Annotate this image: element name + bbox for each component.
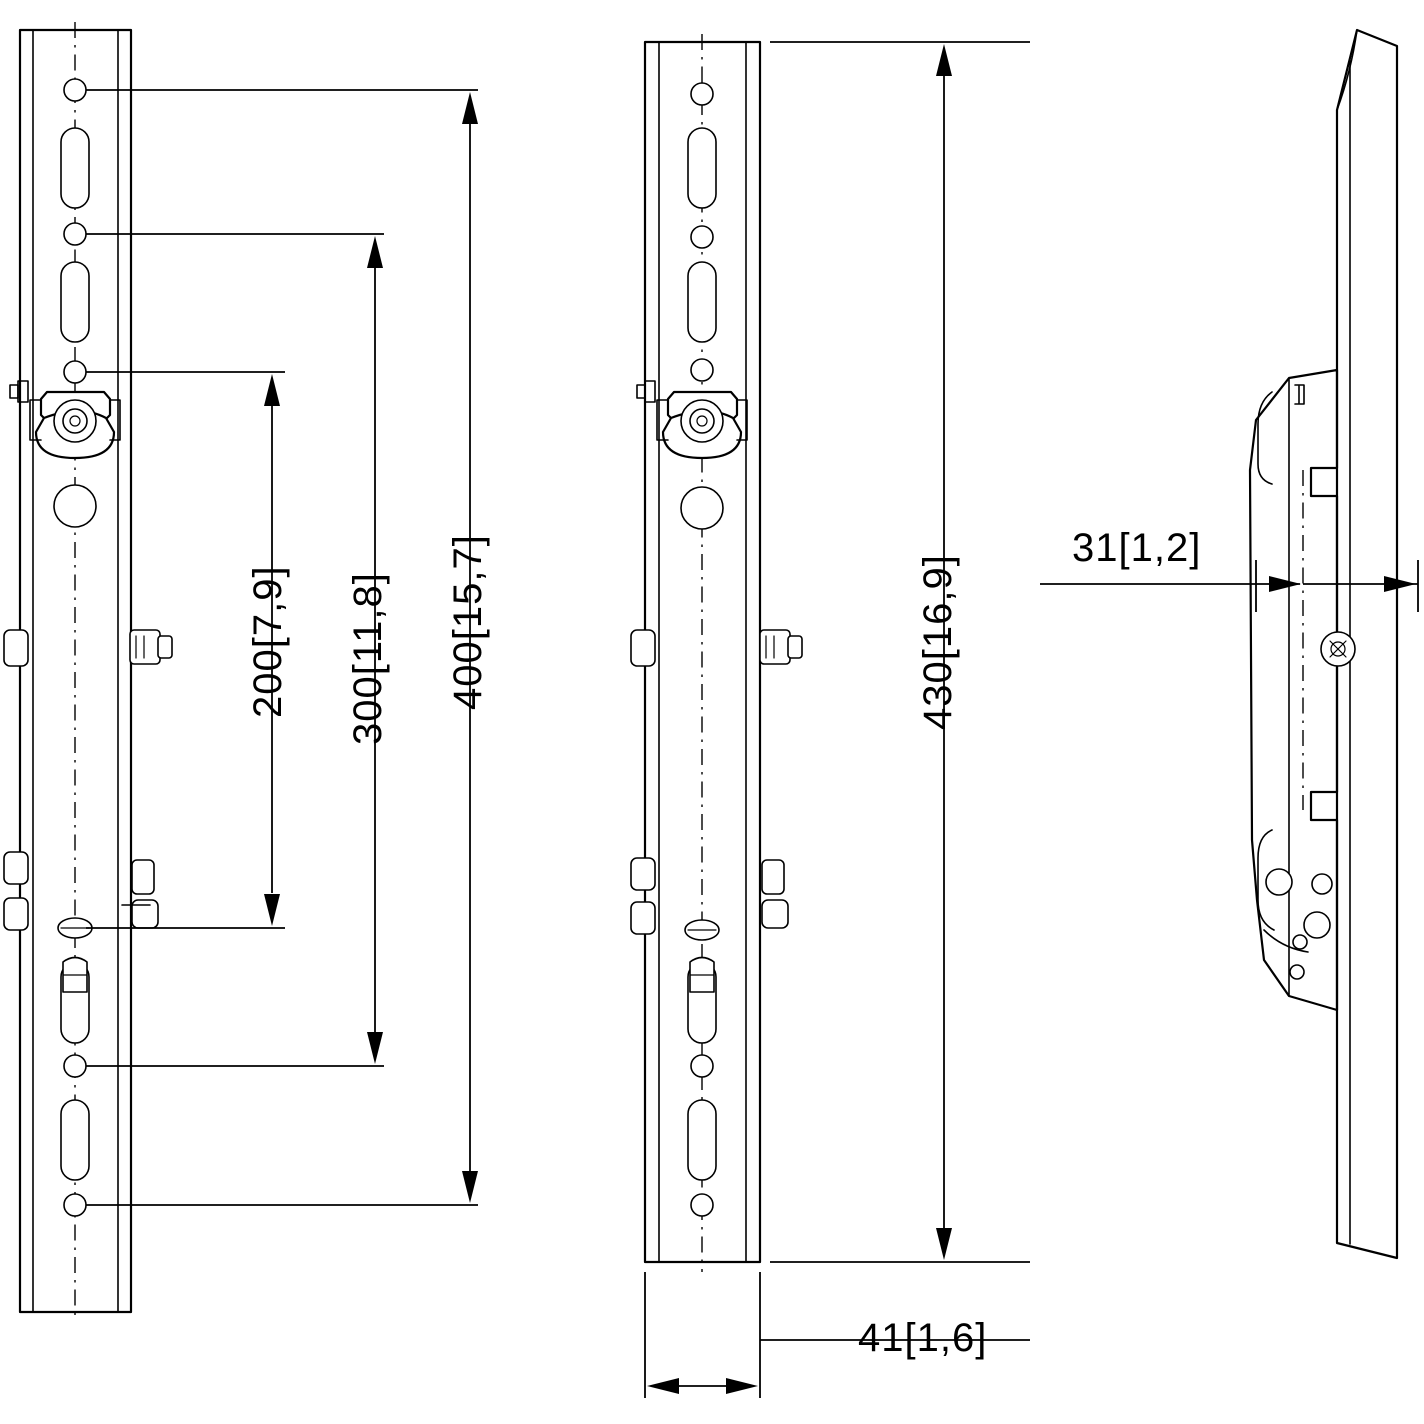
dimension-label-430: 430[16,9] xyxy=(916,554,960,730)
dimension-label-200: 200[7,9] xyxy=(246,565,290,718)
dimension-label-31: 31[1,2] xyxy=(1072,526,1202,570)
dimension-label-400: 400[15,7] xyxy=(446,534,490,710)
dimension-label-300: 300[11,8] xyxy=(346,572,390,745)
front-view-geometry xyxy=(4,22,172,1322)
side-view-geometry xyxy=(1250,30,1397,1258)
dimension-label-41: 41[1,6] xyxy=(858,1316,988,1360)
rear-view-geometry xyxy=(631,34,802,1272)
